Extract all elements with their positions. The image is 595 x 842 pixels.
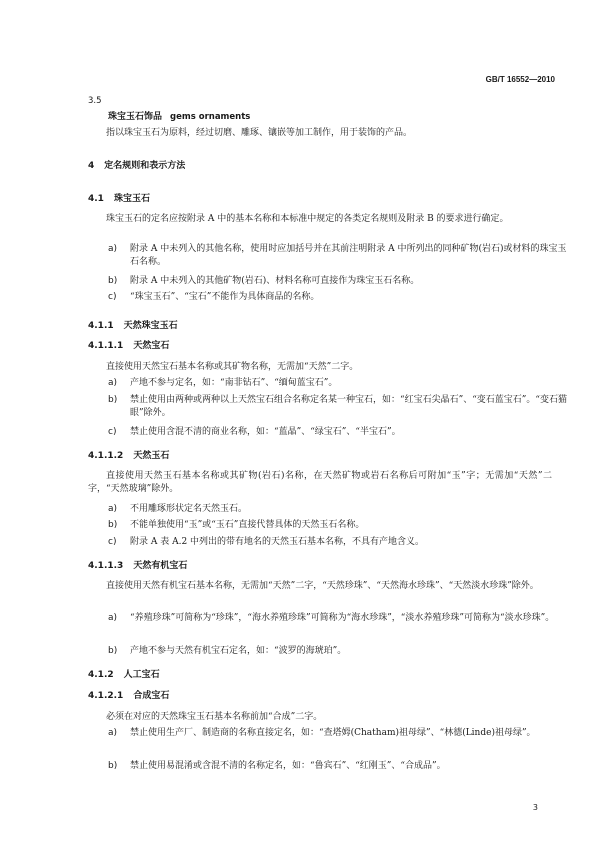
list-item: b) 附录 A 中未列入的其他矿物(岩石)、材料名称可直接作为珠宝玉石名称。 [108, 276, 420, 286]
section-number: 4 [88, 161, 95, 171]
list-item: c) 禁止使用含混不清的商业名称，如：“蓝晶”、“绿宝石”、“半宝石”。 [108, 427, 401, 437]
section-number: 4.1 [88, 194, 104, 204]
paragraph-4-1: 珠宝玉石的定名应按附录 A 中的基本名称和本标准中规定的各类定名规则及附录 B 的要求进行确定。 [106, 214, 509, 224]
list-item: a) “养殖珍珠”可简称为“珍珠”，“海水养殖珍珠”可简称为“海水珍珠”，“淡水养殖珍珠”可简称为“淡水珍珠”。 [108, 613, 555, 623]
list-item: b) 产地不参与天然有机宝石定名，如：“波罗的海琥珀”。 [108, 646, 347, 656]
list-item: b) 不能单独使用“玉”或“玉石”直接代替具体的天然玉石名称。 [108, 520, 365, 530]
list-item: a) 不用雕琢形状定名天然玉石。 [108, 504, 248, 514]
paragraph-4-1-1-1: 直接使用天然宝石基本名称或其矿物名称，无需加“天然”二字。 [106, 362, 359, 372]
paragraph-4-1-1-3: 直接使用天然有机宝石基本名称，无需加“天然”二字，“天然珍珠”、“天然海水珍珠”、“天然淡水珍珠”除外。 [106, 581, 539, 591]
list-item: b) 禁止使用由两种或两种以上天然宝石组合名称定名某一种宝石，如：“红宝石尖晶石”、“变石蓝宝石”。“变石猫眼”除外。 [108, 395, 568, 418]
section-title: 合成宝石 [133, 691, 170, 701]
section-heading-4-1 [88, 193, 150, 206]
section-title: 天然宝石 [133, 341, 170, 351]
term-definition: 指以珠宝玉石为原料，经过切磨、雕琢、镶嵌等加工制作，用于装饰的产品。 [106, 128, 413, 138]
term-en: gems ornaments [170, 112, 251, 122]
section-title: 天然有机宝石 [133, 561, 188, 571]
term-zh: 珠宝玉石饰品 [108, 112, 163, 122]
list-item: a) 禁止使用生产厂、制造商的名称直接定名，如：“查塔姆(Chatham)祖母绿”、“林德(Linde)祖母绿”。 [108, 728, 536, 738]
paragraph-4-1-2-1: 必须在对应的天然珠宝玉石基本名称前加“合成”二字。 [106, 712, 323, 722]
section-title: 珠宝玉石 [113, 194, 150, 204]
section-heading-4-1-1 [88, 320, 178, 333]
section-number: 4.1.1.3 [88, 561, 124, 571]
section-title: 天然珠宝玉石 [123, 321, 178, 331]
section-title: 天然玉石 [133, 451, 170, 461]
section-heading-4-1-2 [88, 669, 160, 682]
section-heading-4 [88, 160, 185, 173]
section-title: 人工宝石 [123, 670, 160, 680]
section-number: 4.1.2.1 [88, 691, 124, 701]
clause-number-3-5: 3.5 [88, 96, 102, 106]
list-item: a) 附录 A 中未列入的其他名称，使用时应加括号并在其前注明附录 A 中所列出的同种矿物(岩石)或材料的珠宝玉石名称。 [108, 244, 567, 267]
section-heading-4-1-1-2 [88, 450, 169, 463]
section-heading-4-1-1-1 [88, 340, 169, 353]
list-item: c) “珠宝玉石”、“宝石”不能作为具体商品的名称。 [108, 292, 320, 302]
section-heading-4-1-1-3 [88, 560, 187, 573]
section-number: 4.1.1.2 [88, 451, 124, 461]
term-heading [108, 111, 250, 124]
section-number: 4.1.1.1 [88, 341, 124, 351]
section-heading-4-1-2-1 [88, 690, 169, 703]
list-item: a) 产地不参与定名，如：“南非钻石”、“缅甸蓝宝石”。 [108, 378, 338, 388]
list-item: c) 附录 A 表 A.2 中列出的带有地名的天然玉石基本名称，不具有产地含义。 [108, 537, 425, 547]
paragraph-4-1-1-2: 直接使用天然玉石基本名称或其矿物(岩石)名称，在天然矿物或岩石名称后可附加“玉”字；无需加“天然”二字，“天然玻璃”除外。 [88, 471, 552, 494]
page-number: 3 [532, 803, 538, 812]
standard-code-header: GB/T 16552—2010 [485, 75, 555, 84]
list-item: b) 禁止使用易混淆或含混不清的名称定名，如：“鲁宾石”、“红刚玉”、“合成品”。 [108, 761, 446, 771]
section-title: 定名规则和表示方法 [104, 161, 186, 171]
section-number: 4.1.2 [88, 670, 114, 680]
section-number: 4.1.1 [88, 321, 114, 331]
